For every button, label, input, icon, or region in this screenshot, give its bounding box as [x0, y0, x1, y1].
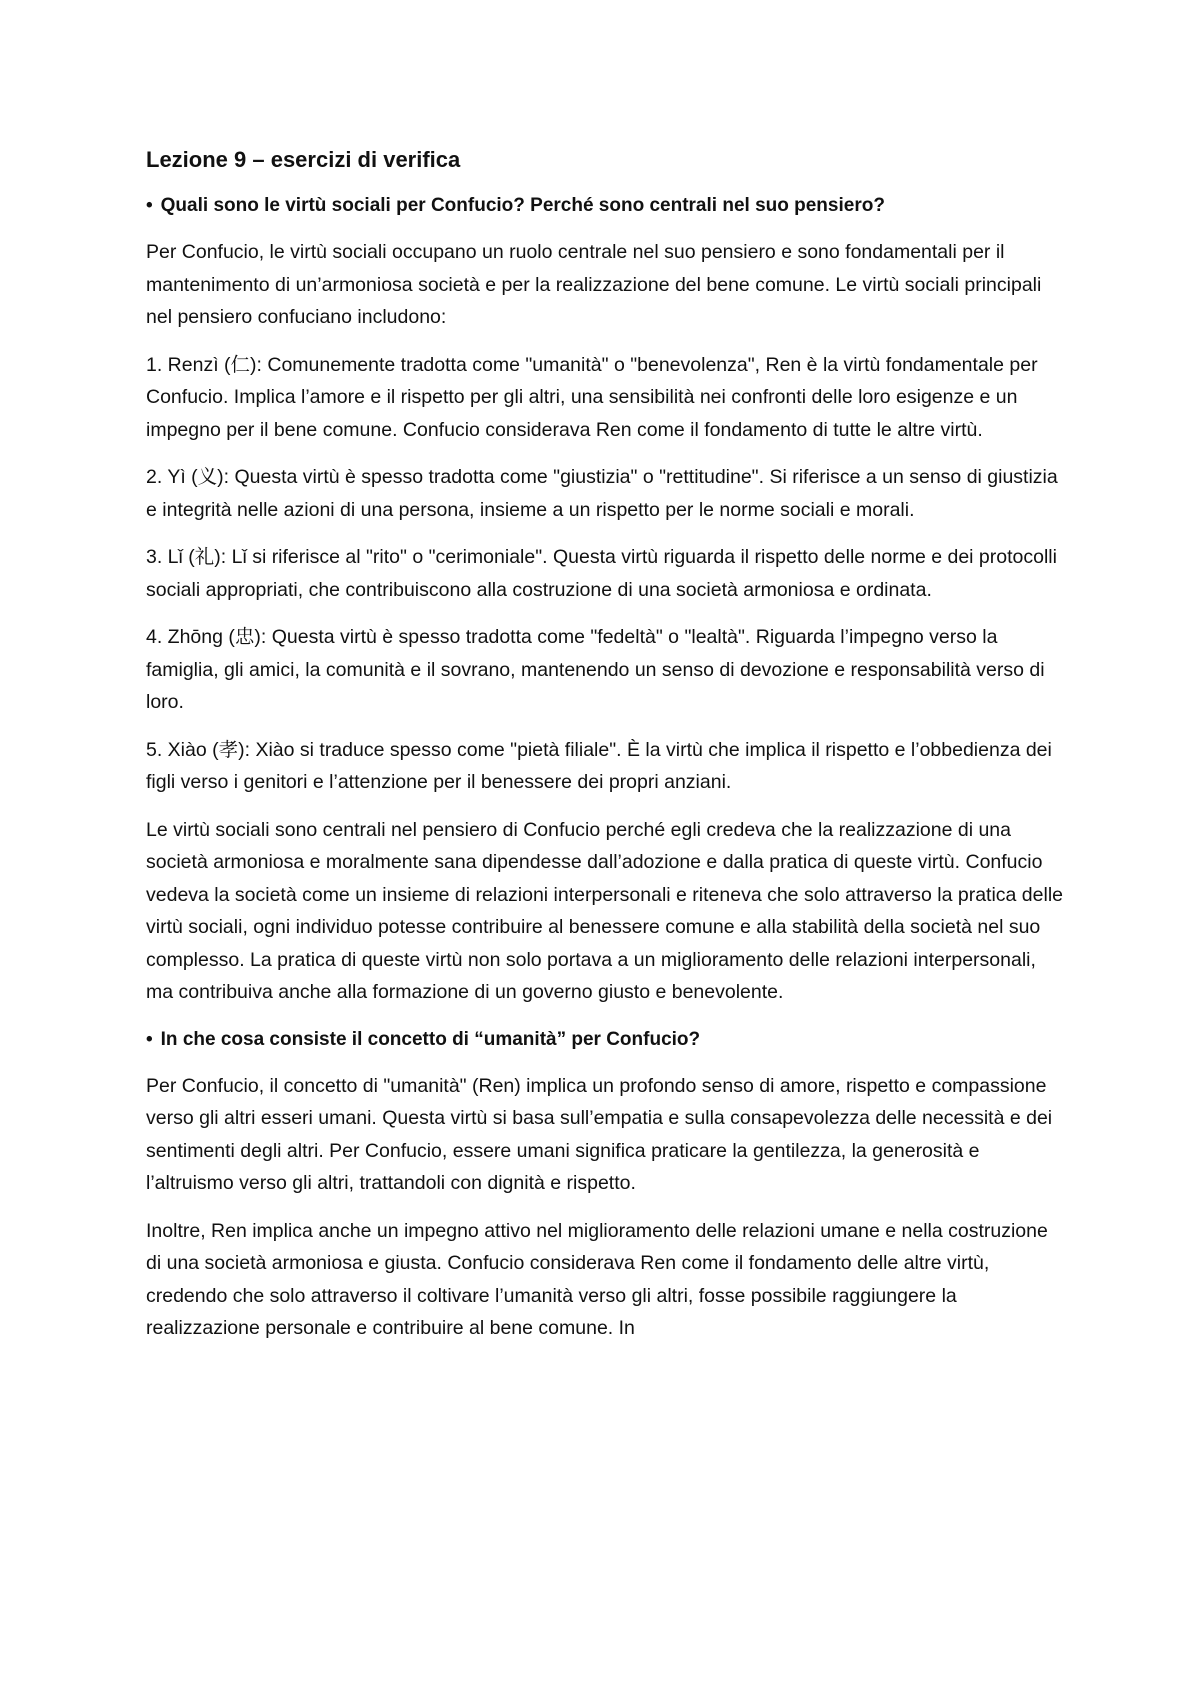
- question-1: [146, 190, 1064, 222]
- virtue-item-zhong: 4. Zhōng (忠): Questa virtù è spesso tradotta come "fedeltà" o "lealtà". Riguarda l’impegno verso la famiglia, gli amici, la comunità e il sovrano, mantenendo un senso di devozione e responsabilità verso di loro.: [146, 626, 1045, 713]
- virtue-item-li: 3. Lǐ (礼): Lǐ si riferisce al "rito" o "cerimoniale". Questa virtù riguarda il rispetto delle norme e dei protocolli sociali appropriati, che contribuiscono alla costruzione di una società armoniosa e ordinata.: [146, 546, 1057, 601]
- document-page: [146, 144, 1064, 1360]
- bullet-icon: •: [146, 195, 153, 216]
- page-title: Lezione 9 – esercizi di verifica: [146, 147, 461, 172]
- virtue-item-yi: 2. Yì (义): Questa virtù è spesso tradotta come "giustizia" o "rettitudine". Si riferisce a un senso di giustizia e integrità nelle azioni di una persona, insieme a un rispetto per le norme sociali e morali.: [146, 466, 1058, 521]
- virtue-item-xiao: 5. Xiào (孝): Xiào si traduce spesso come "pietà filiale". È la virtù che implica il rispetto e l’obbedienza dei figli verso i genitori e l’attenzione per il benessere dei propri anziani.: [146, 738, 1052, 793]
- conclusion-paragraph: Le virtù sociali sono centrali nel pensiero di Confucio perché egli credeva che la realizzazione di una società armoniosa e moralmente sana dipendesse dall’adozione e dalla pratica di queste virtù. Confucio vedeva la società come un insieme di relazioni interpersonali e riteneva che solo attraverso la pratica delle virtù sociali, ogni individuo potesse contribuire al benessere comune e alla stabilità della società nel suo complesso. La pratica di queste virtù non solo portava a un miglioramento delle relazioni interpersonali, ma contribuiva anche alla formazione di un governo giusto e benevolente.: [146, 818, 1063, 1003]
- bullet-icon: •: [146, 1028, 153, 1050]
- answer-2-paragraph-1: Per Confucio, il concetto di "umanità" (Ren) implica un profondo senso di amore, rispetto e compassione verso gli altri esseri umani. Questa virtù si basa sull’empatia e sulla consapevolezza delle necessità e dei sentimenti degli altri. Per Confucio, essere umani significa praticare la gentilezza, la generosità e l’altruismo verso gli altri, trattandoli con dignità e rispetto.: [146, 1074, 1053, 1194]
- intro-paragraph: Per Confucio, le virtù sociali occupano un ruolo centrale nel suo pensiero e sono fondamentali per il mantenimento di un’armoniosa società e per la realizzazione del bene comune. Le virtù sociali principali nel pensiero confuciano includono:: [146, 241, 1042, 328]
- question-2: [146, 1024, 1064, 1056]
- answer-2-paragraph-2: Inoltre, Ren implica anche un impegno attivo nel miglioramento delle relazioni umane e nella costruzione di una società armoniosa e giusta. Confucio considerava Ren come il fondamento delle altre virtù, credendo che solo attraverso il coltivare l’umanità verso gli altri, fosse possibile raggiungere la realizzazione personale e contribuire al bene comune. In: [146, 1219, 1048, 1339]
- question-1-text: Quali sono le virtù sociali per Confucio? Perché sono centrali nel suo pensiero?: [160, 195, 885, 216]
- question-2-text: In che cosa consiste il concetto di “umanità” per Confucio?: [160, 1028, 701, 1050]
- virtue-item-ren: 1. Renzì (仁): Comunemente tradotta come "umanità" o "benevolenza", Ren è la virtù fondamentale per Confucio. Implica l’amore e il rispetto per gli altri, una sensibilità nei confronti delle loro esigenze e un impegno per il bene comune. Confucio considerava Ren come il fondamento di tutte le altre virtù.: [146, 353, 1038, 441]
